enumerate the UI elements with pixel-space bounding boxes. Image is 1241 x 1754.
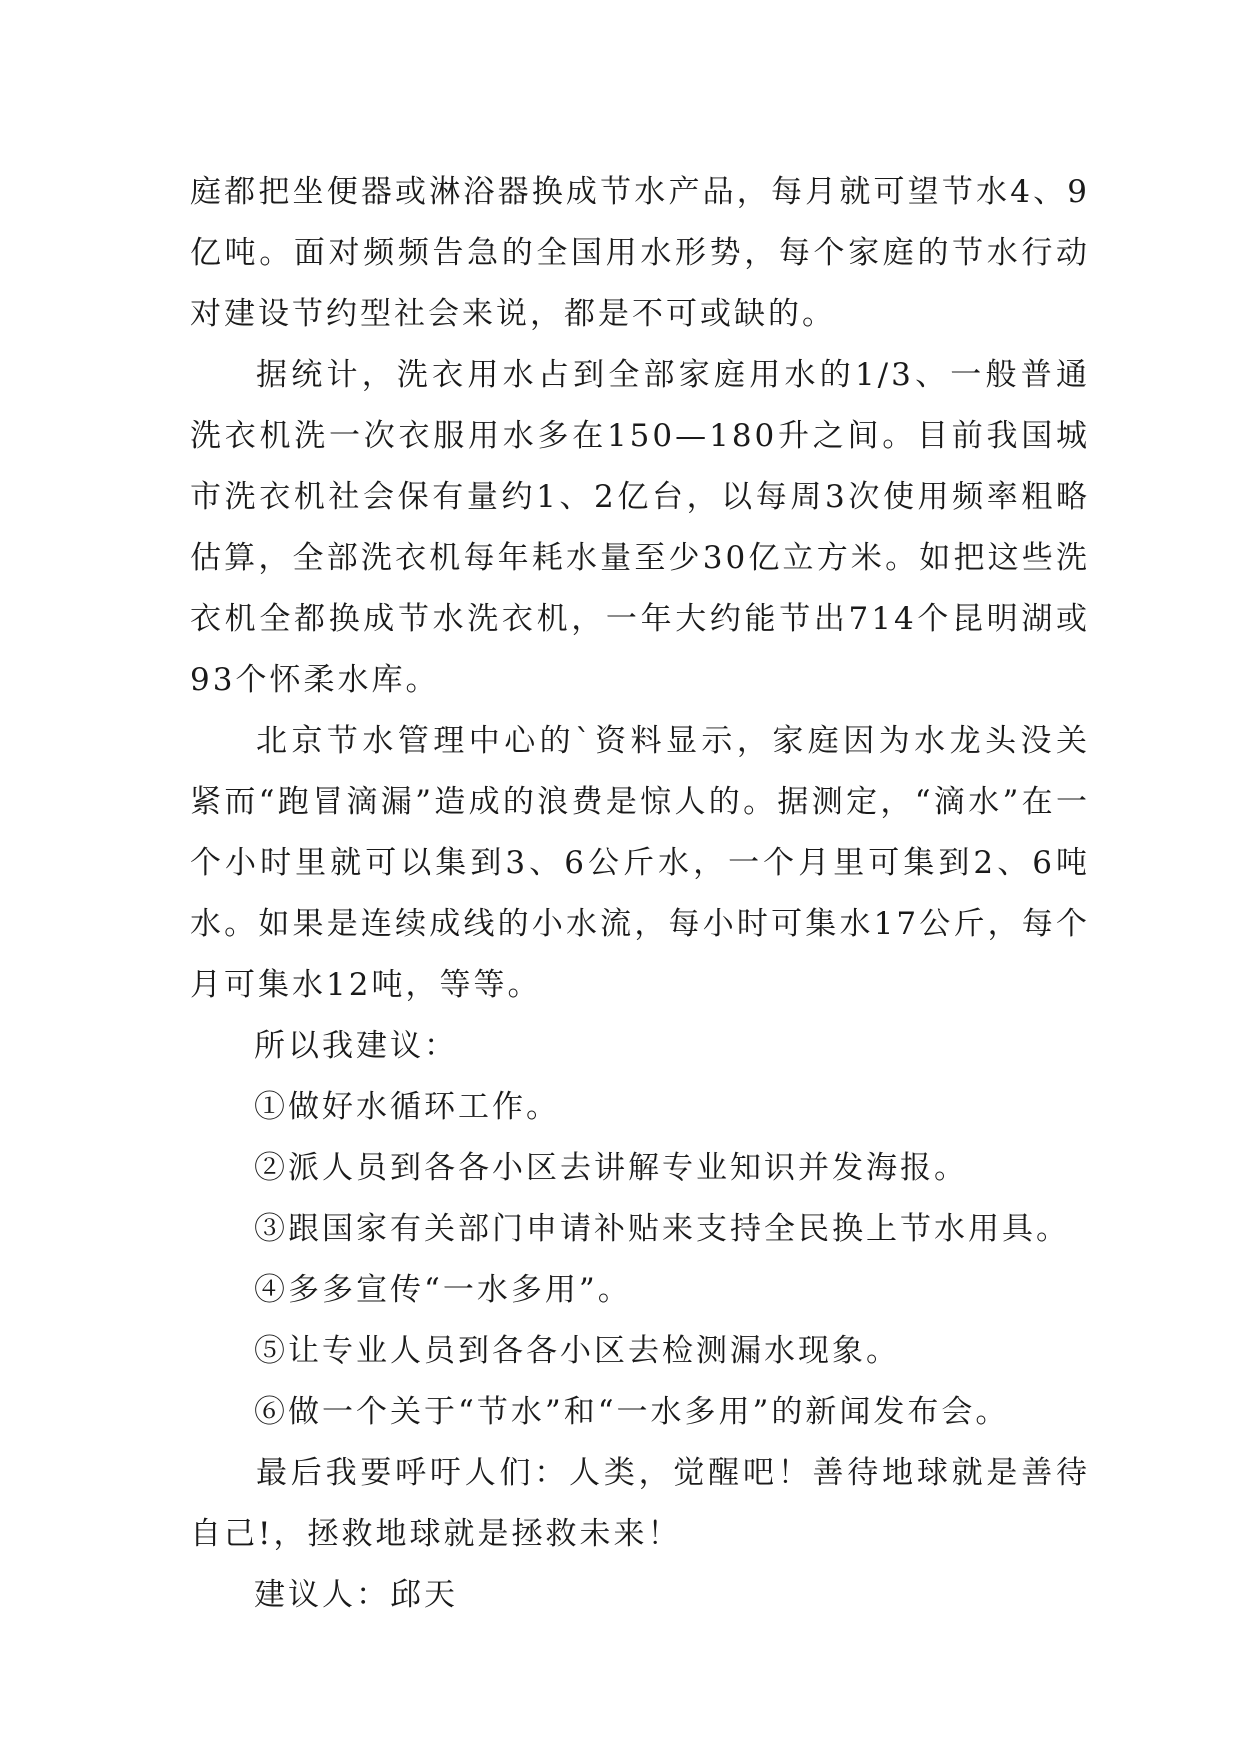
closing-appeal: 最后我要呼吁人们：人类，觉醒吧！善待地球就是善待自己!，拯救地球就是拯救未来！ (190, 1455, 1090, 1552)
paragraph-faucet-leak: 北京节水管理中心的`资料显示，家庭因为水龙头没关紧而“跑冒滴漏”造成的浪费是惊人的。据测定，“滴水”在一个小时里就可以集到3、6公斤水，一个月里可集到2、6吨水。如果是连续成线的小水流，每小时可集水17公斤，每个月可集水12吨，等等。 (190, 723, 1090, 1003)
suggestion-item-6: ⑥做一个关于“节水”和“一水多用”的新闻发布会。 (254, 1394, 1010, 1430)
suggestion-item-5: ⑤让专业人员到各各小区去检测漏水现象。 (254, 1333, 900, 1369)
paragraph-laundry-statistics: 据统计，洗衣用水占到全部家庭用水的1/3、一般普通洗衣机洗一次衣服用水多在150—180升之间。目前我国城市洗衣机社会保有量约1、2亿台，以每周3次使用频率粗略估算，全部洗衣机每年耗水量至少30亿立方米。如把这些洗衣机全都换成节水洗衣机，一年大约能节出714个昆明湖或93个怀柔水库。 (190, 357, 1090, 698)
suggestion-item-4: ④多多宣传“一水多用”。 (254, 1272, 632, 1308)
suggestion-item-3: ③跟国家有关部门申请补贴来支持全民换上节水用具。 (254, 1211, 1070, 1247)
suggestion-item-2: ②派人员到各各小区去讲解专业知识并发海报。 (254, 1150, 968, 1186)
paragraph-continuation: 庭都把坐便器或淋浴器换成节水产品，每月就可望节水4、9亿吨。面对频频告急的全国用水形势，每个家庭的节水行动对建设节约型社会来说，都是不可或缺的。 (190, 174, 1090, 332)
suggestion-item-1: ①做好水循环工作。 (254, 1089, 560, 1125)
document-body (190, 162, 1090, 1626)
suggestion-intro: 所以我建议： (254, 1028, 458, 1064)
signature: 建议人：邱天 (254, 1577, 458, 1613)
